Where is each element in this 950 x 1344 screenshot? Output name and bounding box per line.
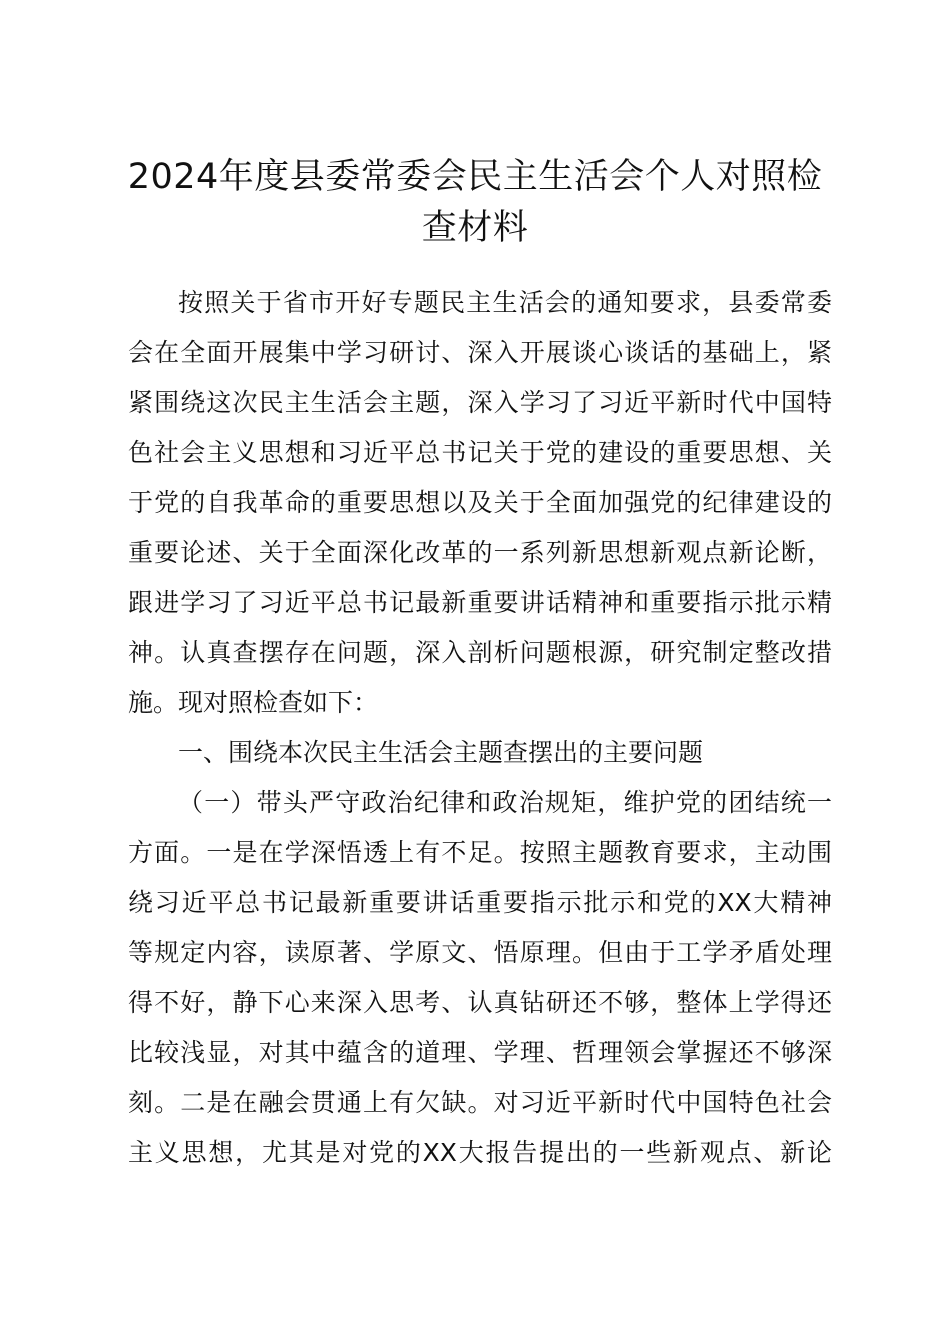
paragraph1-line-4: 色社会主义思想和习近平总书记关于党的建设的重要思想、关 bbox=[128, 438, 832, 467]
paragraph2-line-6: 比较浅显，对其中蕴含的道理、学理、哲理领会掌握还不够深 bbox=[128, 1038, 832, 1067]
paragraph1-line-3: 紧围绕这次民主生活会主题，深入学习了习近平新时代中国特 bbox=[128, 388, 832, 417]
paragraph1-line-6: 重要论述、关于全面深化改革的一系列新思想新观点新论断， bbox=[128, 538, 832, 567]
section-heading-1: 一、围绕本次民主生活会主题查摆出的主要问题 bbox=[178, 738, 704, 767]
paragraph2-line-5: 得不好，静下心来深入思考、认真钻研还不够，整体上学得还 bbox=[128, 988, 832, 1017]
paragraph2-line-8: 主义思想，尤其是对党的XX大报告提出的一些新观点、新论 bbox=[128, 1138, 832, 1167]
paragraph2-line-4: 等规定内容，读原著、学原文、悟原理。但由于工学矛盾处理 bbox=[128, 938, 832, 967]
paragraph1-line-2: 会在全面开展集中学习研讨、深入开展谈心谈话的基础上，紧 bbox=[128, 338, 832, 367]
paragraph1-line-1: 按照关于省市开好专题民主生活会的通知要求，县委常委 bbox=[178, 288, 832, 317]
paragraph2-line-2: 方面。一是在学深悟透上有不足。按照主题教育要求，主动围 bbox=[128, 838, 832, 867]
paragraph2-line-1: （一）带头严守政治纪律和政治规矩，维护党的团结统一 bbox=[178, 788, 832, 817]
paragraph1-line-8: 神。认真查摆存在问题，深入剖析问题根源，研究制定整改措 bbox=[128, 638, 832, 667]
document-title-line-1: 2024年度县委常委会民主生活会个人对照检 bbox=[127, 157, 823, 197]
paragraph2-line-7: 刻。二是在融会贯通上有欠缺。对习近平新时代中国特色社会 bbox=[128, 1088, 832, 1117]
document-title-line-2: 查材料 bbox=[421, 208, 529, 248]
paragraph2-line-3: 绕习近平总书记最新重要讲话重要指示批示和党的XX大精神 bbox=[128, 888, 832, 917]
paragraph1-line-7: 跟进学习了习近平总书记最新重要讲话精神和重要指示批示精 bbox=[128, 588, 832, 617]
paragraph1-line-5: 于党的自我革命的重要思想以及关于全面加强党的纪律建设的 bbox=[128, 488, 832, 517]
paragraph1-line-9: 施。现对照检查如下： bbox=[128, 688, 379, 717]
